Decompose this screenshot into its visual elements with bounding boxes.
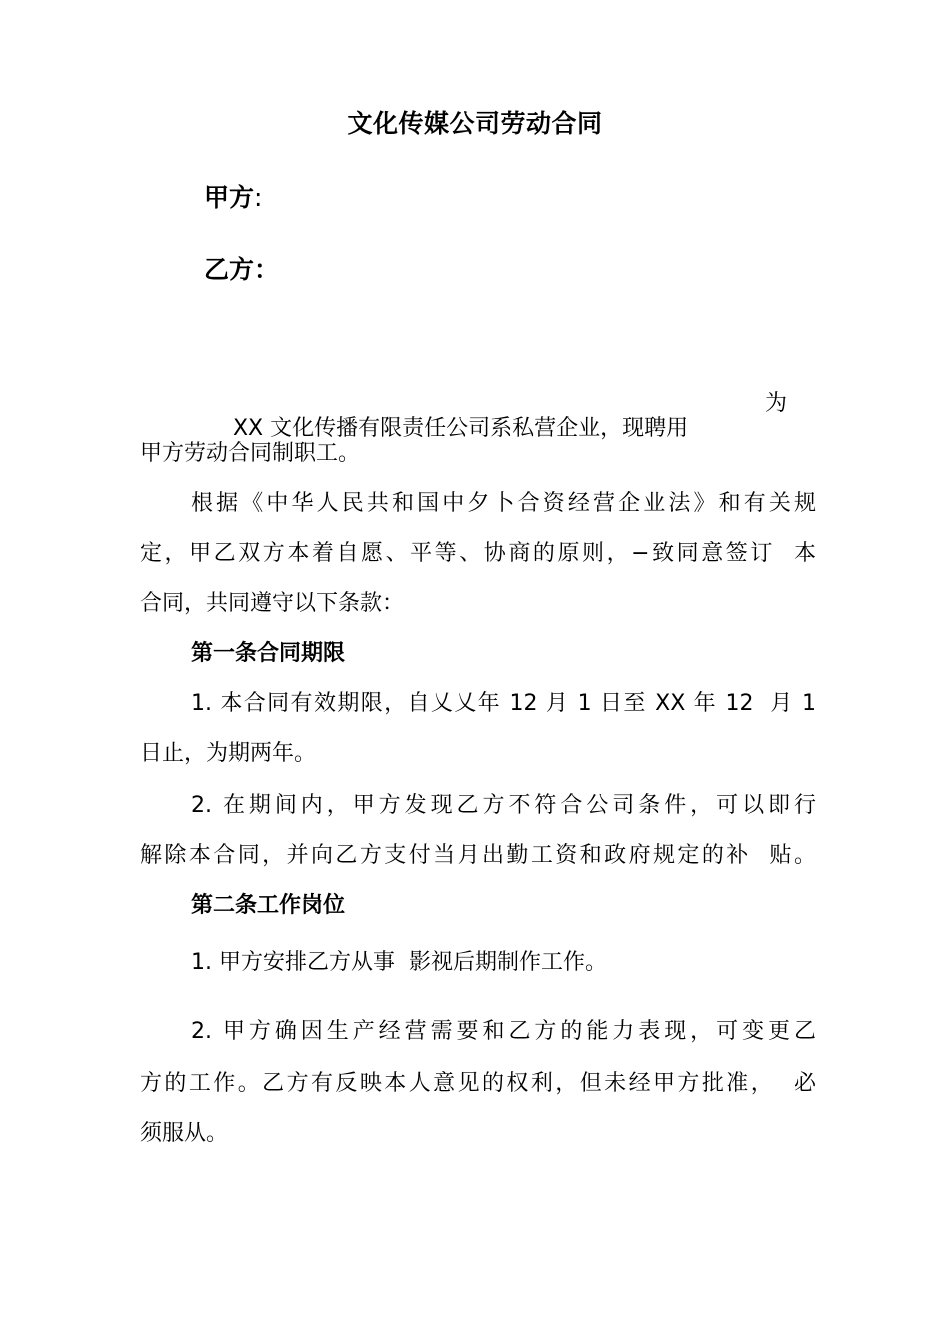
article-2-item-2-line-1: 2. 甲方确因生产经营需要和乙方的能力表现，可变更乙	[191, 1019, 816, 1044]
article-2-item-2-line-2: 方的工作。乙方有反映本人意见的权利，但未经甲方批准， 必	[140, 1071, 816, 1096]
article-1-item-2-line-1: 2. 在期间内，甲方发现乙方不符合公司条件，可以即行	[191, 793, 816, 818]
article-1-heading: 第一条合同期限	[191, 641, 346, 666]
basis-line-2: 定，甲乙双方本着自愿、平等、协商的原则，−致同意签订 本	[140, 541, 817, 566]
intro-line-2: 甲方劳动合同制职工。	[140, 441, 361, 466]
article-1-item-1-line-1: 1. 本合同有效期限，自乂乂年 12 月 1 日至 XX 年 12 月 1	[191, 691, 816, 716]
article-1-item-1-line-2: 日止，为期两年。	[140, 741, 317, 766]
intro-line-1-end: 为	[765, 391, 788, 416]
party-b-colon: ：	[254, 255, 280, 284]
party-b-label: 乙方	[204, 255, 255, 284]
article-2-item-1: 1. 甲方安排乙方从事 影视后期制作工作。	[191, 950, 607, 975]
document-title: 文化传媒公司劳动合同	[347, 109, 603, 138]
party-a-line	[204, 178, 262, 214]
article-2-item-2-line-3: 须服从。	[140, 1121, 229, 1146]
article-2-heading: 第二条工作岗位	[191, 893, 346, 918]
basis-line-1: 根据《中华人民共和国中夕卜合资经营企业法》和有关规	[191, 491, 816, 516]
intro-line-1-text: XX 文化传播有限责任公司系私营企业，现聘用	[232, 416, 689, 441]
article-1-item-2-line-2: 解除本合同，并向乙方支付当月出勤工资和政府规定的补 贴。	[140, 843, 816, 868]
party-b-line	[204, 250, 279, 286]
basis-line-3: 合同，共同遵守以下条款：	[140, 591, 405, 616]
party-a-colon: :	[254, 183, 263, 212]
party-a-label: 甲方	[204, 183, 255, 212]
